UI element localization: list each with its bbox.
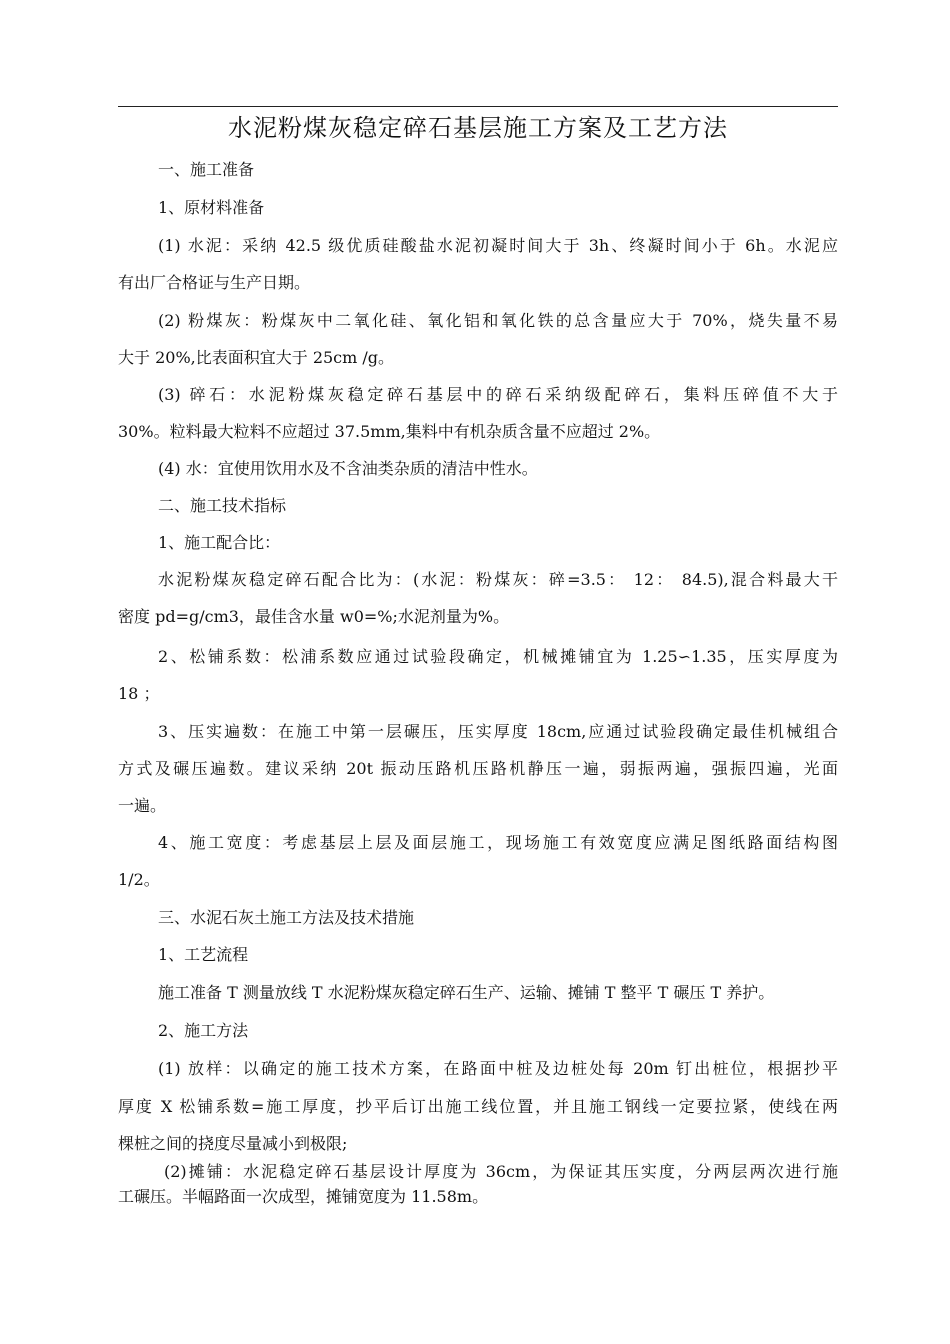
paragraph-line: 大于 20%,比表面积宜大于 25cm /g。 bbox=[118, 348, 395, 367]
paragraph-line: 3、压实遍数：在施工中第一层碾压，压实厚度 18cm,应通过试验段确定最佳机械组合 bbox=[158, 722, 838, 741]
paragraph-line: 1/2。 bbox=[118, 870, 160, 889]
section-heading: 二、施工技术指标 bbox=[158, 496, 287, 515]
paragraph-line: (2) 粉煤灰：粉煤灰中二氧化硅、氧化铝和氧化铁的总含量应大于 70%，烧失量不易 bbox=[158, 311, 838, 330]
subsection-heading: 1、原材料准备 bbox=[158, 198, 265, 217]
header-rule bbox=[118, 106, 838, 107]
paragraph-line: (1) 放样：以确定的施工技术方案，在路面中桩及边桩处每 20m 钉出桩位，根据抄平 bbox=[158, 1059, 838, 1078]
paragraph-line: (3) 碎石：水泥粉煤灰稳定碎石基层中的碎石采纳级配碎石，集料压碎值不大于 bbox=[158, 385, 838, 404]
paragraph-line: 18 ； bbox=[118, 684, 160, 703]
page-title: 水泥粉煤灰稳定碎石基层施工方案及工艺方法 bbox=[228, 114, 728, 142]
subsection-heading: 1、工艺流程 bbox=[158, 945, 249, 964]
paragraph-line: 30%。粒料最大粒料不应超过 37.5mm,集料中有机杂质含量不应超过 2%。 bbox=[118, 422, 661, 441]
paragraph-line: 施工准备 T 测量放线 T 水泥粉煤灰稳定碎石生产、运输、摊铺 T 整平 T 碾压 T 养护。 bbox=[158, 983, 775, 1002]
paragraph-line: 棵桩之间的挠度尽量减小到极限; bbox=[118, 1134, 348, 1153]
section-heading: 一、施工准备 bbox=[158, 160, 255, 179]
paragraph-line: (4) 水：宜使用饮用水及不含油类杂质的清洁中性水。 bbox=[158, 459, 538, 478]
subsection-heading: 2、施工方法 bbox=[158, 1021, 249, 1040]
paragraph-line: (2)摊铺：水泥稳定碎石基层设计厚度为 36cm，为保证其压实度，分两层两次进行施 bbox=[164, 1162, 838, 1181]
paragraph-line: 方式及碾压遍数。建议采纳 20t 振动压路机压路机静压一遍，弱振两遍，强振四遍，光面 bbox=[118, 759, 838, 778]
paragraph-line: 水泥粉煤灰稳定碎石配合比为：(水泥：粉煤灰：碎=3.5： 12： 84.5),混合料最大干 bbox=[158, 570, 838, 589]
section-heading: 三、水泥石灰土施工方法及技术措施 bbox=[158, 908, 415, 927]
paragraph-line: 有出厂合格证与生产日期。 bbox=[118, 273, 311, 292]
paragraph-line: 厚度 X 松铺系数=施工厚度，抄平后订出施工线位置，并且施工钢线一定要拉紧，使线在两 bbox=[118, 1097, 838, 1116]
paragraph-line: 2、松铺系数：松浦系数应通过试验段确定，机械摊铺宜为 1.25∽1.35，压实厚度为 bbox=[158, 647, 838, 666]
paragraph-line: 一遍。 bbox=[118, 796, 167, 815]
paragraph-line: 4、施工宽度：考虑基层上层及面层施工，现场施工有效宽度应满足图纸路面结构图 bbox=[158, 833, 838, 852]
paragraph-line: 工碾压。半幅路面一次成型，摊铺宽度为 11.58m。 bbox=[118, 1187, 489, 1206]
paragraph-line: 密度 pd=g/cm3，最佳含水量 w0=%;水泥剂量为%。 bbox=[118, 607, 510, 626]
paragraph-line: (1) 水泥：采纳 42.5 级优质硅酸盐水泥初凝时间大于 3h、终凝时间小于 6h。水泥应 bbox=[158, 236, 838, 255]
subsection-heading: 1、施工配合比： bbox=[158, 533, 281, 552]
